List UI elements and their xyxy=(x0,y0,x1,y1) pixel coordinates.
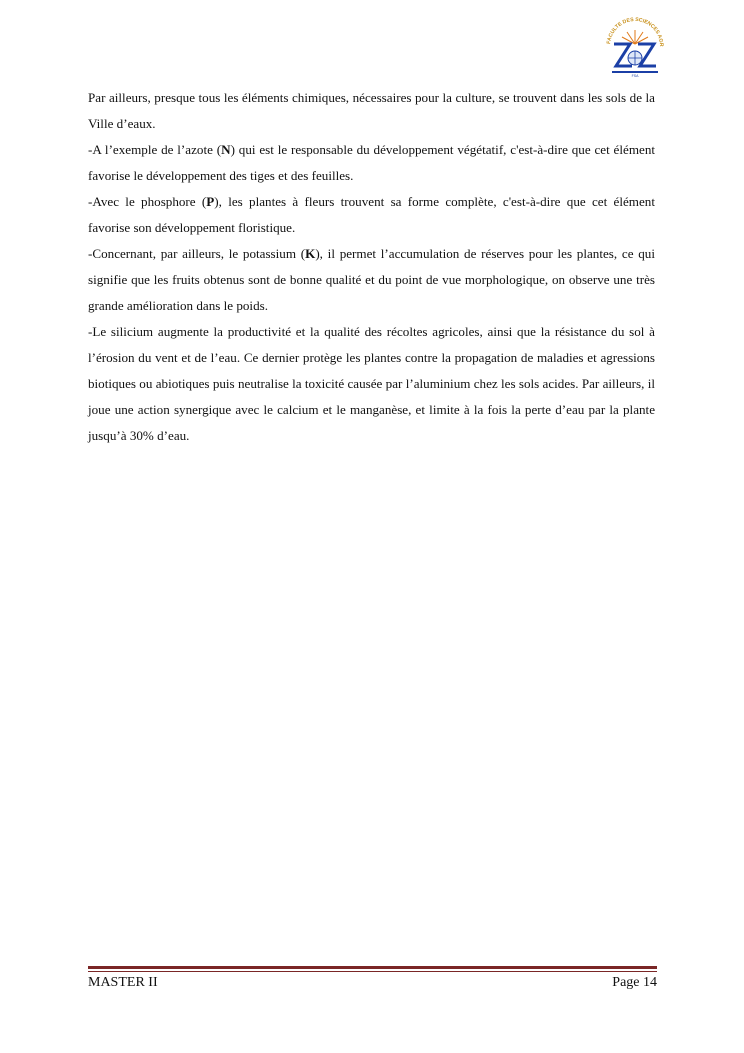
paragraph: -Le silicium augmente la productivité et la qualité des récoltes agricoles, ainsi que la résistance du sol à l’érosion du vent et de l’eau. Ce dernier protège les plantes contre la propagation de maladies et agressions biotiques ou abiotiques puis neutralise la toxicité causée par l’aluminium chez les sols acides. Par ailleurs, il joue une action synergique avec le calcium et le manganèse, et limite à la fois la perte d’eau par la plante jusqu’à 30% d’eau. xyxy=(88,324,655,443)
footer-rule xyxy=(88,966,657,969)
page-number: Page 14 xyxy=(612,975,657,990)
body-text xyxy=(88,85,655,449)
svg-text:FSA: FSA xyxy=(631,74,639,78)
university-logo-icon xyxy=(602,14,668,78)
paragraph: -A l’exemple de l’azote (N) qui est le responsable du développement végétatif, c'est-à-dire que cet élément favorise le développement des tiges et des feuilles. xyxy=(88,142,655,183)
paragraph: -Concernant, par ailleurs, le potassium (K), il permet l’accumulation de réserves pour les plantes, ce qui signifie que les fruits obtenus sont de bonne qualité et du point de vue morphologique, on observe une très grande amélioration dans le poids. xyxy=(88,246,655,313)
element-symbol: P xyxy=(206,194,215,209)
svg-text:FACULTE DES SCIENCES AGRONOMIQ: FACULTE DES SCIENCES AGR xyxy=(606,16,665,47)
paragraph: -Avec le phosphore (P), les plantes à fleurs trouvent sa forme complète, c'est-à-dire que cet élément favorise son développement floristique. xyxy=(88,194,655,235)
paragraph: Par ailleurs, presque tous les éléments chimiques, nécessaires pour la culture, se trouvent dans les sols de la Ville d’eaux. xyxy=(88,90,655,131)
element-symbol: K xyxy=(305,246,316,261)
element-symbol: N xyxy=(221,142,231,157)
footer-label: MASTER II xyxy=(88,975,158,990)
footer-rule-thin xyxy=(88,971,657,972)
